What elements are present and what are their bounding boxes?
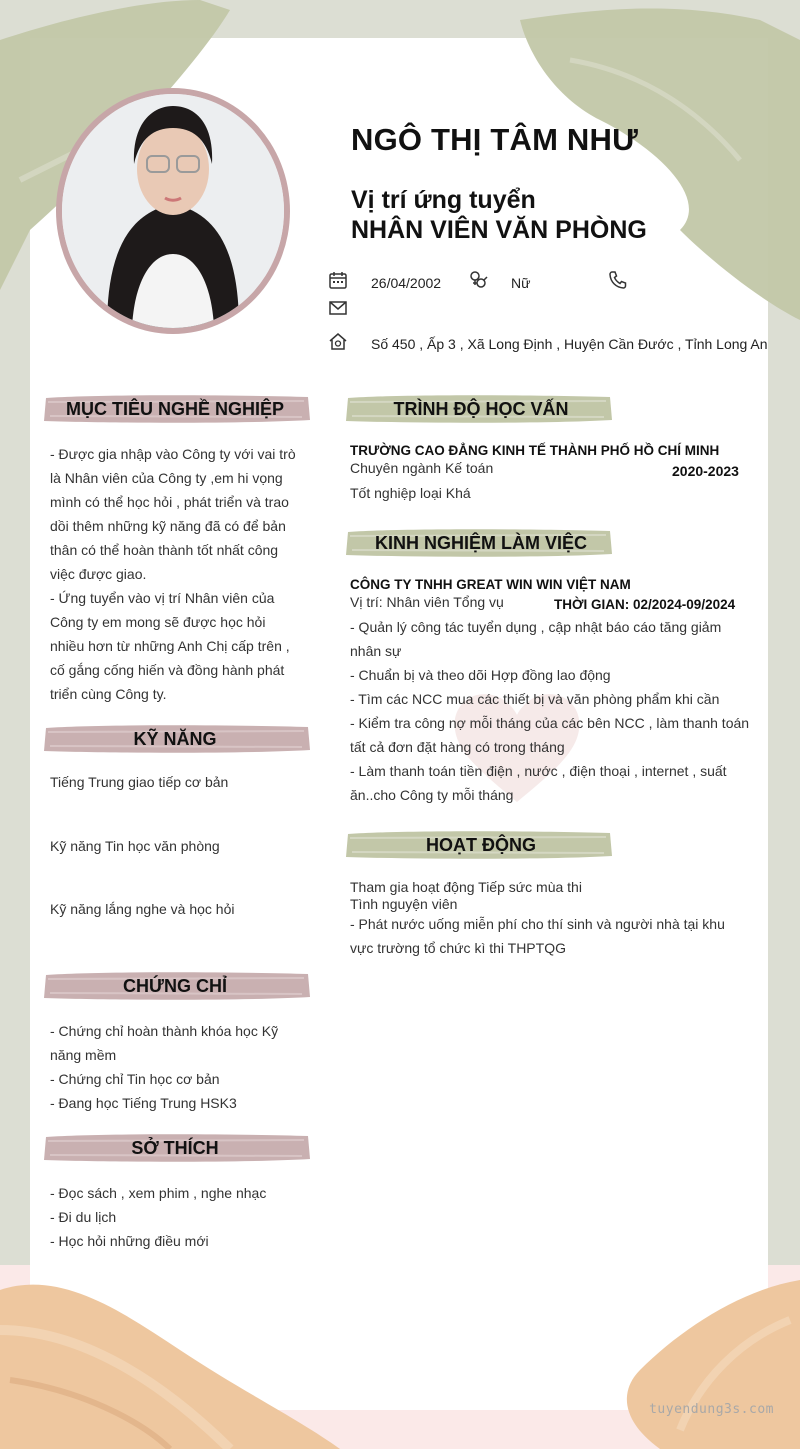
hobbies-title: SỞ THÍCH xyxy=(131,1138,219,1158)
activity-role: Tình nguyện viên xyxy=(350,896,458,912)
objective-line: triển cùng Công ty. xyxy=(50,686,167,702)
experience-company: CÔNG TY TNHH GREAT WIN WIN VIỆT NAM xyxy=(350,577,631,592)
experience-period: THỜI GIAN: 02/2024-09/2024 xyxy=(554,597,736,612)
activities-text xyxy=(350,912,750,960)
education-title: TRÌNH ĐỘ HỌC VẤN xyxy=(393,399,569,419)
education-grade: Tốt nghiệp loại Khá xyxy=(350,485,471,501)
certificate-line: năng mềm xyxy=(50,1047,117,1063)
address: Số 450 , Ấp 3 , Xã Long Định , Huyện Cần Đước , Tỉnh Long An xyxy=(371,336,768,352)
objective-line: là Nhân viên của Công ty ,em hi vọng xyxy=(50,470,283,486)
certificates-text xyxy=(50,1019,310,1115)
peach-brush-bottom-left xyxy=(0,1270,340,1449)
objective-line: việc được giao. xyxy=(50,566,147,582)
certificate-line: - Đang học Tiếng Trung HSK3 xyxy=(50,1095,237,1111)
email-icon xyxy=(328,298,348,318)
birthday: 26/04/2002 xyxy=(371,275,442,291)
skill-item: Kỹ năng lắng nghe và học hỏi xyxy=(50,901,235,917)
avatar-portrait xyxy=(62,94,284,328)
hobby-line: - Đi du lịch xyxy=(50,1209,117,1225)
green-brush-top-right xyxy=(510,0,800,330)
hobby-line: - Học hỏi những điều mới xyxy=(50,1233,209,1249)
experience-title: KINH NGHIỆM LÀM VIỆC xyxy=(374,533,587,553)
experience-text xyxy=(350,615,750,807)
experience-line: nhân sự xyxy=(350,643,402,659)
education-years: 2020-2023 xyxy=(672,463,739,479)
certificate-line: - Chứng chỉ hoàn thành khóa học Kỹ xyxy=(50,1023,279,1039)
objective-line: - Ứng tuyển vào vị trí Nhân viên của xyxy=(50,590,275,606)
phone-icon xyxy=(608,270,628,290)
certificate-line: - Chứng chỉ Tin học cơ bản xyxy=(50,1071,220,1087)
objective-line: thân có thể hoàn thành tốt nhất công xyxy=(50,542,279,558)
position-label: Vị trí ứng tuyển xyxy=(351,186,536,214)
avatar xyxy=(62,94,284,328)
candidate-name: NGÔ THỊ TÂM NHƯ xyxy=(351,122,639,157)
objective-line: Công ty em mong sẽ được học hỏi xyxy=(50,614,266,630)
objective-line: cố gắng cống hiến và đồng hành phát xyxy=(50,662,285,678)
watermark: tuyendung3s.com xyxy=(649,1402,774,1417)
activity-name: Tham gia hoạt động Tiếp sức mùa thi xyxy=(350,879,582,895)
gender: Nữ xyxy=(511,275,531,291)
skill-item: Kỹ năng Tin học văn phòng xyxy=(50,838,220,854)
skills-title: KỸ NĂNG xyxy=(133,729,217,749)
experience-line: - Làm thanh toán tiền điện , nước , điện thoại , internet , suất xyxy=(350,763,727,779)
hobbies-text xyxy=(50,1181,310,1253)
experience-line: ăn..cho Công ty mỗi tháng xyxy=(350,787,514,803)
experience-role: Vị trí: Nhân viên Tổng vụ xyxy=(350,594,504,610)
objective-line: dồi thêm những kỹ năng đã có để bản xyxy=(50,518,286,534)
experience-line: - Kiểm tra công nợ mỗi tháng của các bên NCC , làm thanh toán xyxy=(350,715,750,731)
gender-icon xyxy=(468,270,488,290)
objective-line: mình có thể học hỏi , phát triển và trao xyxy=(50,494,289,510)
home-icon xyxy=(328,331,348,351)
experience-line: tất cả đơn đặt hàng có trong tháng xyxy=(350,739,565,755)
education-major: Chuyên ngành Kế toán xyxy=(350,460,494,476)
education-school: TRƯỜNG CAO ĐẲNG KINH TẾ THÀNH PHỐ HỒ CHÍ MINH xyxy=(350,443,720,458)
calendar-icon xyxy=(328,270,348,290)
objective-text xyxy=(50,442,310,706)
position-title: NHÂN VIÊN VĂN PHÒNG xyxy=(351,216,647,244)
activity-line: vực trường tổ chức kì thi THPTQG xyxy=(350,940,566,956)
experience-line: - Quản lý công tác tuyển dụng , cập nhật báo cáo tăng giảm xyxy=(350,619,722,635)
objective-line: nhiều hơn từ những Anh Chị cấp trên , xyxy=(50,638,290,654)
experience-line: - Chuẩn bị và theo dõi Hợp đồng lao động xyxy=(350,667,611,683)
hobby-line: - Đọc sách , xem phim , nghe nhạc xyxy=(50,1185,267,1201)
peach-brush-bottom-right xyxy=(560,1270,800,1449)
activities-title: HOẠT ĐỘNG xyxy=(426,835,536,855)
skill-item: Tiếng Trung giao tiếp cơ bản xyxy=(50,774,229,790)
objective-title: MỤC TIÊU NGHỀ NGHIỆP xyxy=(65,399,284,419)
objective-line: - Được gia nhập vào Công ty với vai trò xyxy=(50,446,296,462)
activity-line: - Phát nước uống miễn phí cho thí sinh và người nhà tại khu xyxy=(350,916,725,932)
certificates-title: CHỨNG CHỈ xyxy=(123,976,227,996)
experience-line: - Tìm các NCC mua các thiết bị và văn phòng phẩm khi cần xyxy=(350,691,720,707)
